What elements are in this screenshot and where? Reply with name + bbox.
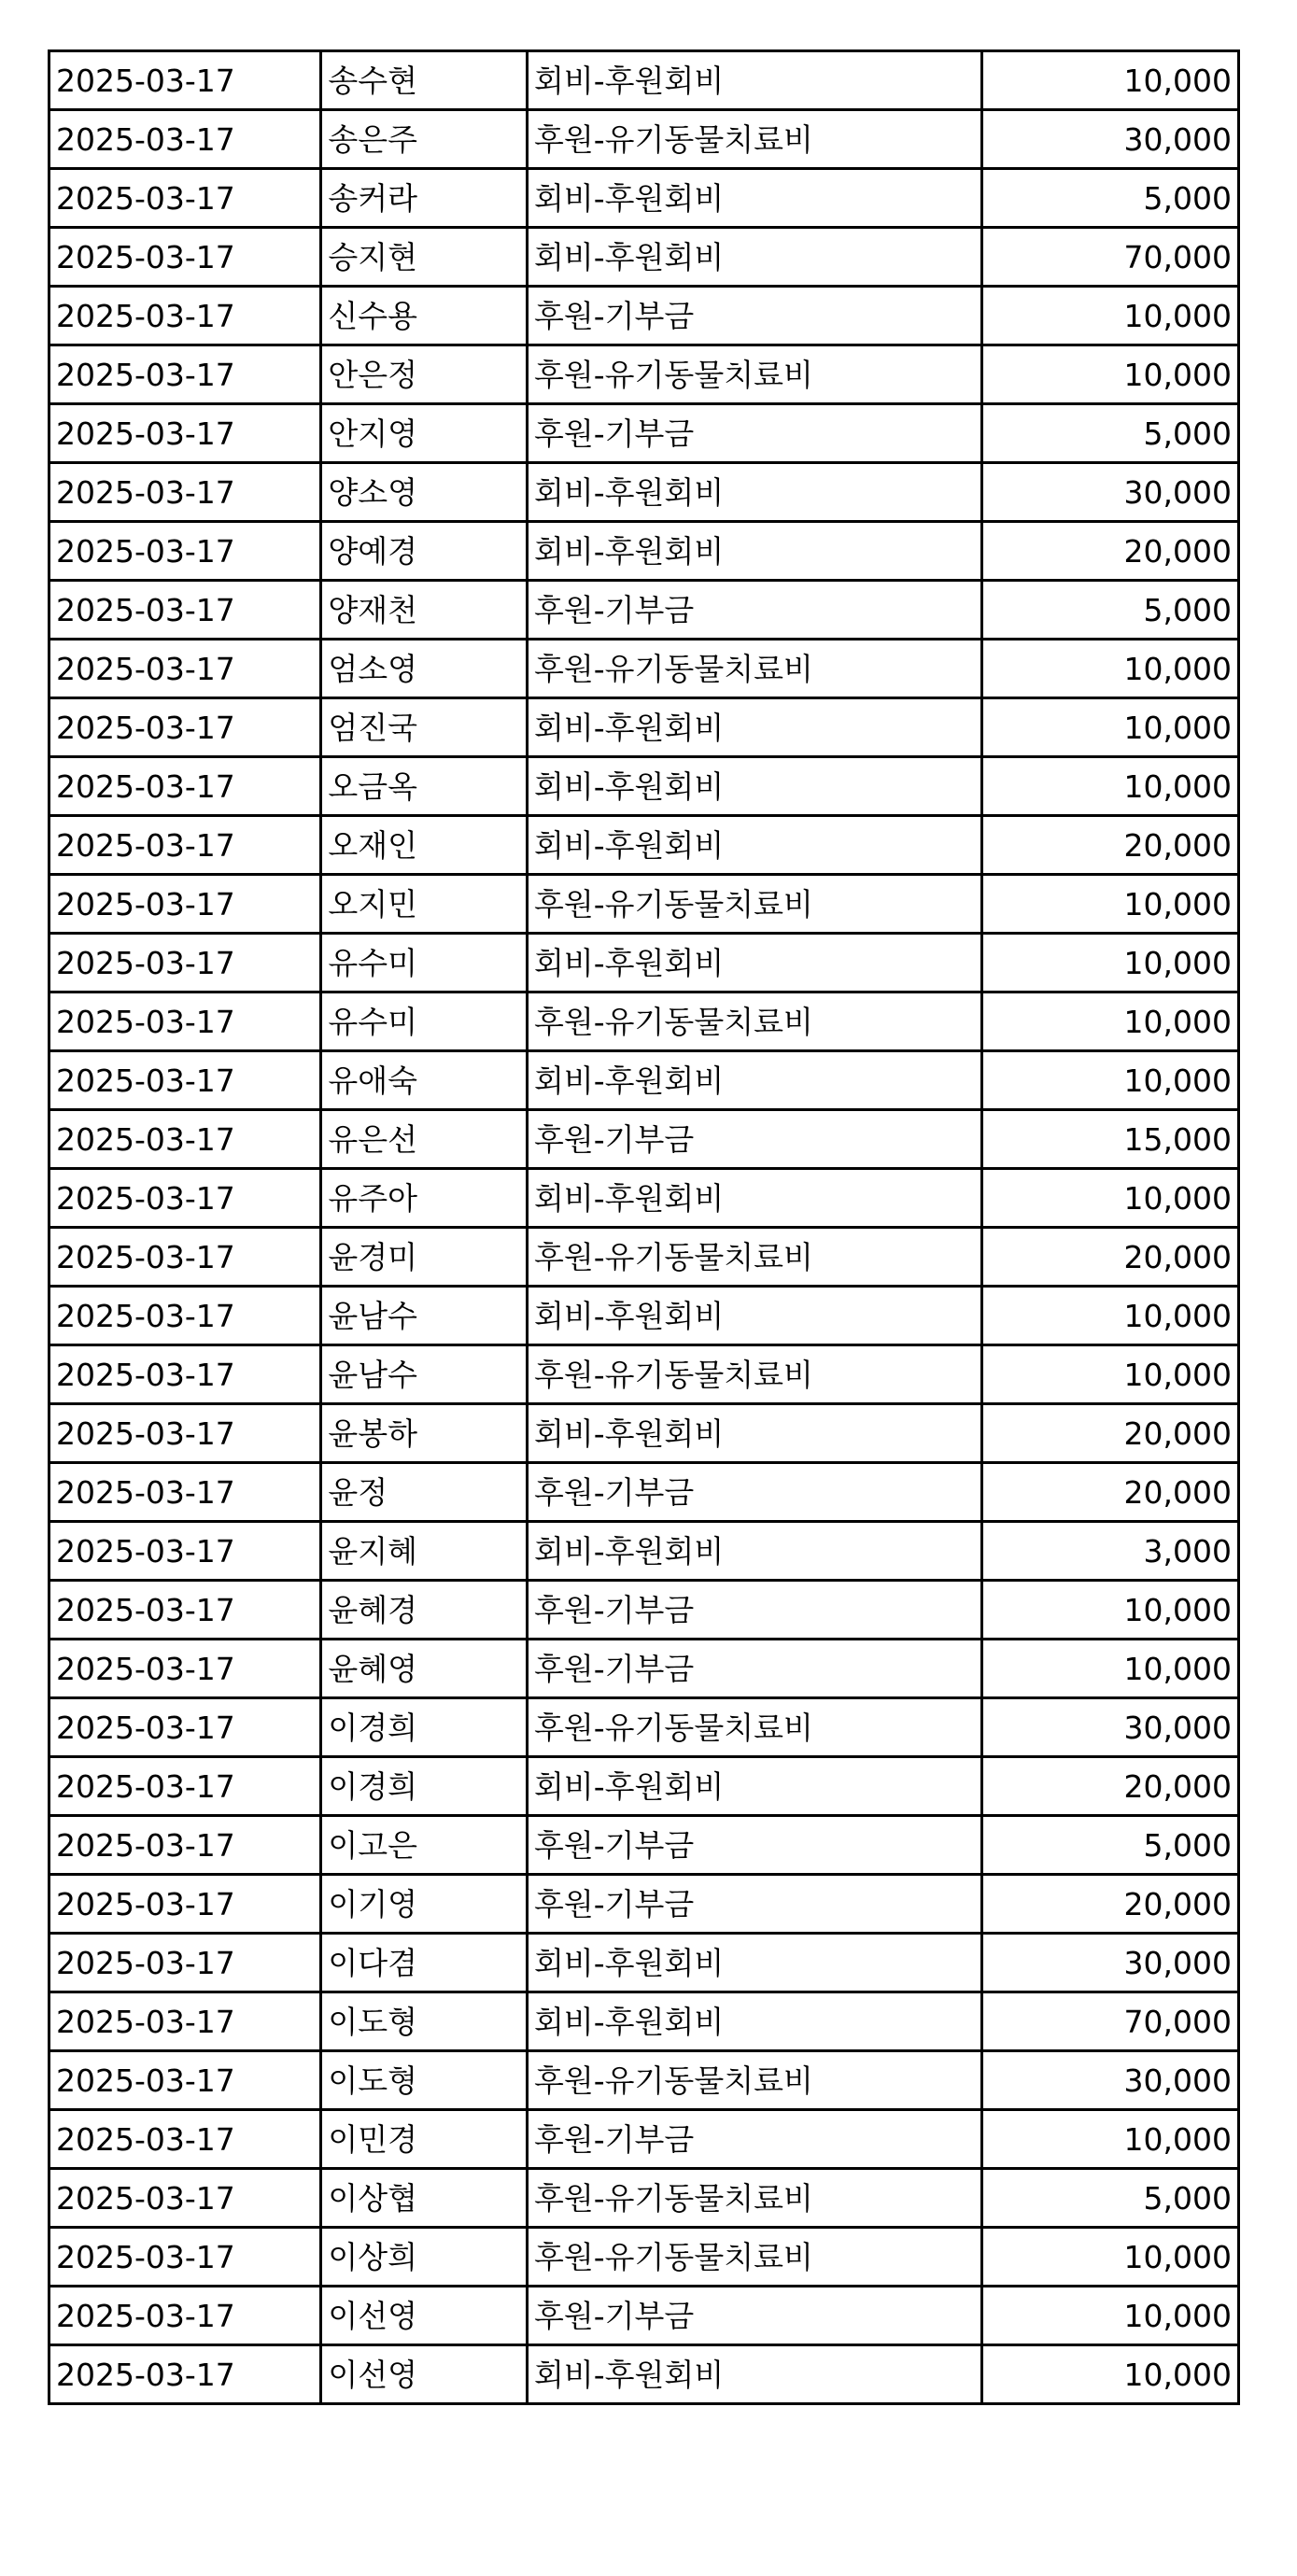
- date-cell: 2025-03-17: [49, 816, 321, 875]
- amount-cell: 10,000: [981, 1345, 1238, 1404]
- date-cell: 2025-03-17: [49, 404, 321, 463]
- category-cell: 회비-후원회비: [528, 1757, 982, 1816]
- date-cell: 2025-03-17: [49, 1228, 321, 1287]
- name-cell: 윤봉하: [321, 1404, 528, 1463]
- table-row: [49, 51, 1239, 110]
- date-cell: 2025-03-17: [49, 1404, 321, 1463]
- table-row: [49, 1522, 1239, 1581]
- date-cell: 2025-03-17: [49, 875, 321, 934]
- name-cell: 송커라: [321, 169, 528, 228]
- category-cell: 후원-기부금: [528, 1581, 982, 1640]
- table-row: [49, 1698, 1239, 1757]
- table-row: [49, 934, 1239, 992]
- name-cell: 이고은: [321, 1816, 528, 1875]
- name-cell: 이상협: [321, 2169, 528, 2228]
- amount-cell: 70,000: [981, 228, 1238, 287]
- table-row: [49, 1816, 1239, 1875]
- donation-ledger-table: [48, 49, 1240, 2405]
- name-cell: 이기영: [321, 1875, 528, 1934]
- name-cell: 송수현: [321, 51, 528, 110]
- amount-cell: 20,000: [981, 1228, 1238, 1287]
- amount-cell: 20,000: [981, 1463, 1238, 1522]
- amount-cell: 10,000: [981, 2287, 1238, 2345]
- date-cell: 2025-03-17: [49, 228, 321, 287]
- table-row: [49, 2051, 1239, 2110]
- category-cell: 후원-유기동물치료비: [528, 2051, 982, 2110]
- amount-cell: 10,000: [981, 1051, 1238, 1110]
- amount-cell: 10,000: [981, 640, 1238, 698]
- name-cell: 양소영: [321, 463, 528, 522]
- category-cell: 회비-후원회비: [528, 1522, 982, 1581]
- date-cell: 2025-03-17: [49, 1110, 321, 1169]
- category-cell: 후원-기부금: [528, 1110, 982, 1169]
- name-cell: 이경희: [321, 1757, 528, 1816]
- category-cell: 후원-유기동물치료비: [528, 345, 982, 404]
- date-cell: 2025-03-17: [49, 2110, 321, 2169]
- amount-cell: 30,000: [981, 1934, 1238, 1992]
- table-row: [49, 169, 1239, 228]
- table-row: [49, 228, 1239, 287]
- amount-cell: 10,000: [981, 345, 1238, 404]
- category-cell: 회비-후원회비: [528, 757, 982, 816]
- amount-cell: 10,000: [981, 875, 1238, 934]
- amount-cell: 10,000: [981, 2345, 1238, 2404]
- table-row: [49, 1581, 1239, 1640]
- date-cell: 2025-03-17: [49, 2051, 321, 2110]
- table-row: [49, 1051, 1239, 1110]
- category-cell: 후원-유기동물치료비: [528, 1228, 982, 1287]
- table-row: [49, 2228, 1239, 2287]
- amount-cell: 30,000: [981, 463, 1238, 522]
- category-cell: 후원-유기동물치료비: [528, 2169, 982, 2228]
- name-cell: 송은주: [321, 110, 528, 169]
- category-cell: 회비-후원회비: [528, 1934, 982, 1992]
- category-cell: 후원-기부금: [528, 1816, 982, 1875]
- name-cell: 엄소영: [321, 640, 528, 698]
- category-cell: 후원-기부금: [528, 1875, 982, 1934]
- name-cell: 오재인: [321, 816, 528, 875]
- amount-cell: 10,000: [981, 757, 1238, 816]
- date-cell: 2025-03-17: [49, 169, 321, 228]
- category-cell: 후원-기부금: [528, 2287, 982, 2345]
- category-cell: 후원-유기동물치료비: [528, 2228, 982, 2287]
- date-cell: 2025-03-17: [49, 463, 321, 522]
- table-row: [49, 2287, 1239, 2345]
- category-cell: 후원-유기동물치료비: [528, 1345, 982, 1404]
- table-row: [49, 1463, 1239, 1522]
- name-cell: 윤혜경: [321, 1581, 528, 1640]
- table-row: [49, 1875, 1239, 1934]
- date-cell: 2025-03-17: [49, 345, 321, 404]
- date-cell: 2025-03-17: [49, 1875, 321, 1934]
- amount-cell: 15,000: [981, 1110, 1238, 1169]
- table-row: [49, 1228, 1239, 1287]
- name-cell: 이선영: [321, 2287, 528, 2345]
- amount-cell: 10,000: [981, 698, 1238, 757]
- date-cell: 2025-03-17: [49, 2287, 321, 2345]
- table-row: [49, 1110, 1239, 1169]
- date-cell: 2025-03-17: [49, 287, 321, 345]
- amount-cell: 10,000: [981, 287, 1238, 345]
- table-row: [49, 1757, 1239, 1816]
- category-cell: 후원-유기동물치료비: [528, 992, 982, 1051]
- name-cell: 유수미: [321, 992, 528, 1051]
- category-cell: 회비-후원회비: [528, 169, 982, 228]
- date-cell: 2025-03-17: [49, 757, 321, 816]
- category-cell: 회비-후원회비: [528, 463, 982, 522]
- category-cell: 회비-후원회비: [528, 816, 982, 875]
- category-cell: 후원-기부금: [528, 581, 982, 640]
- category-cell: 후원-기부금: [528, 287, 982, 345]
- date-cell: 2025-03-17: [49, 2345, 321, 2404]
- name-cell: 양예경: [321, 522, 528, 581]
- amount-cell: 10,000: [981, 1287, 1238, 1345]
- category-cell: 회비-후원회비: [528, 1169, 982, 1228]
- name-cell: 이다겸: [321, 1934, 528, 1992]
- table-row: [49, 640, 1239, 698]
- amount-cell: 20,000: [981, 522, 1238, 581]
- name-cell: 오금옥: [321, 757, 528, 816]
- name-cell: 윤남수: [321, 1287, 528, 1345]
- name-cell: 윤지혜: [321, 1522, 528, 1581]
- amount-cell: 5,000: [981, 1816, 1238, 1875]
- table-row: [49, 1169, 1239, 1228]
- table-row: [49, 404, 1239, 463]
- name-cell: 양재천: [321, 581, 528, 640]
- amount-cell: 5,000: [981, 2169, 1238, 2228]
- date-cell: 2025-03-17: [49, 2169, 321, 2228]
- table-row: [49, 757, 1239, 816]
- name-cell: 윤정: [321, 1463, 528, 1522]
- category-cell: 회비-후원회비: [528, 51, 982, 110]
- date-cell: 2025-03-17: [49, 1287, 321, 1345]
- category-cell: 후원-유기동물치료비: [528, 110, 982, 169]
- category-cell: 후원-기부금: [528, 1463, 982, 1522]
- amount-cell: 10,000: [981, 1640, 1238, 1698]
- date-cell: 2025-03-17: [49, 640, 321, 698]
- name-cell: 안은정: [321, 345, 528, 404]
- table-row: [49, 1992, 1239, 2051]
- date-cell: 2025-03-17: [49, 1581, 321, 1640]
- category-cell: 후원-기부금: [528, 2110, 982, 2169]
- table-row: [49, 816, 1239, 875]
- category-cell: 회비-후원회비: [528, 522, 982, 581]
- amount-cell: 3,000: [981, 1522, 1238, 1581]
- name-cell: 유주아: [321, 1169, 528, 1228]
- date-cell: 2025-03-17: [49, 2228, 321, 2287]
- date-cell: 2025-03-17: [49, 110, 321, 169]
- date-cell: 2025-03-17: [49, 1522, 321, 1581]
- table-row: [49, 1640, 1239, 1698]
- table-row: [49, 581, 1239, 640]
- amount-cell: 5,000: [981, 581, 1238, 640]
- amount-cell: 20,000: [981, 816, 1238, 875]
- name-cell: 승지현: [321, 228, 528, 287]
- date-cell: 2025-03-17: [49, 1757, 321, 1816]
- table-row: [49, 2345, 1239, 2404]
- table-row: [49, 345, 1239, 404]
- amount-cell: 20,000: [981, 1875, 1238, 1934]
- category-cell: 회비-후원회비: [528, 934, 982, 992]
- category-cell: 회비-후원회비: [528, 2345, 982, 2404]
- ledger-body: [49, 51, 1239, 2404]
- date-cell: 2025-03-17: [49, 522, 321, 581]
- amount-cell: 5,000: [981, 404, 1238, 463]
- category-cell: 후원-유기동물치료비: [528, 1698, 982, 1757]
- category-cell: 후원-유기동물치료비: [528, 875, 982, 934]
- name-cell: 오지민: [321, 875, 528, 934]
- name-cell: 이민경: [321, 2110, 528, 2169]
- date-cell: 2025-03-17: [49, 1934, 321, 1992]
- table-row: [49, 2110, 1239, 2169]
- category-cell: 후원-기부금: [528, 404, 982, 463]
- name-cell: 이도형: [321, 1992, 528, 2051]
- table-row: [49, 522, 1239, 581]
- name-cell: 유수미: [321, 934, 528, 992]
- table-row: [49, 1287, 1239, 1345]
- category-cell: 회비-후원회비: [528, 1404, 982, 1463]
- name-cell: 윤혜영: [321, 1640, 528, 1698]
- date-cell: 2025-03-17: [49, 1051, 321, 1110]
- amount-cell: 70,000: [981, 1992, 1238, 2051]
- amount-cell: 5,000: [981, 169, 1238, 228]
- category-cell: 회비-후원회비: [528, 698, 982, 757]
- name-cell: 이상희: [321, 2228, 528, 2287]
- date-cell: 2025-03-17: [49, 1169, 321, 1228]
- name-cell: 유애숙: [321, 1051, 528, 1110]
- date-cell: 2025-03-17: [49, 1640, 321, 1698]
- amount-cell: 10,000: [981, 2110, 1238, 2169]
- name-cell: 유은선: [321, 1110, 528, 1169]
- date-cell: 2025-03-17: [49, 1463, 321, 1522]
- name-cell: 윤남수: [321, 1345, 528, 1404]
- date-cell: 2025-03-17: [49, 1816, 321, 1875]
- name-cell: 이도형: [321, 2051, 528, 2110]
- amount-cell: 30,000: [981, 2051, 1238, 2110]
- table-row: [49, 875, 1239, 934]
- amount-cell: 10,000: [981, 1169, 1238, 1228]
- name-cell: 이경희: [321, 1698, 528, 1757]
- amount-cell: 20,000: [981, 1404, 1238, 1463]
- table-row: [49, 110, 1239, 169]
- name-cell: 윤경미: [321, 1228, 528, 1287]
- table-row: [49, 287, 1239, 345]
- category-cell: 회비-후원회비: [528, 1992, 982, 2051]
- category-cell: 후원-유기동물치료비: [528, 640, 982, 698]
- date-cell: 2025-03-17: [49, 1345, 321, 1404]
- date-cell: 2025-03-17: [49, 1698, 321, 1757]
- category-cell: 회비-후원회비: [528, 228, 982, 287]
- table-row: [49, 2169, 1239, 2228]
- amount-cell: 10,000: [981, 51, 1238, 110]
- date-cell: 2025-03-17: [49, 934, 321, 992]
- amount-cell: 30,000: [981, 110, 1238, 169]
- amount-cell: 10,000: [981, 934, 1238, 992]
- amount-cell: 20,000: [981, 1757, 1238, 1816]
- date-cell: 2025-03-17: [49, 992, 321, 1051]
- amount-cell: 10,000: [981, 2228, 1238, 2287]
- table-row: [49, 992, 1239, 1051]
- date-cell: 2025-03-17: [49, 1992, 321, 2051]
- table-row: [49, 1345, 1239, 1404]
- table-row: [49, 463, 1239, 522]
- name-cell: 신수용: [321, 287, 528, 345]
- date-cell: 2025-03-17: [49, 581, 321, 640]
- name-cell: 이선영: [321, 2345, 528, 2404]
- date-cell: 2025-03-17: [49, 51, 321, 110]
- amount-cell: 10,000: [981, 992, 1238, 1051]
- amount-cell: 10,000: [981, 1581, 1238, 1640]
- category-cell: 후원-기부금: [528, 1640, 982, 1698]
- table-row: [49, 698, 1239, 757]
- category-cell: 회비-후원회비: [528, 1051, 982, 1110]
- category-cell: 회비-후원회비: [528, 1287, 982, 1345]
- date-cell: 2025-03-17: [49, 698, 321, 757]
- name-cell: 엄진국: [321, 698, 528, 757]
- table-row: [49, 1404, 1239, 1463]
- table-row: [49, 1934, 1239, 1992]
- name-cell: 안지영: [321, 404, 528, 463]
- amount-cell: 30,000: [981, 1698, 1238, 1757]
